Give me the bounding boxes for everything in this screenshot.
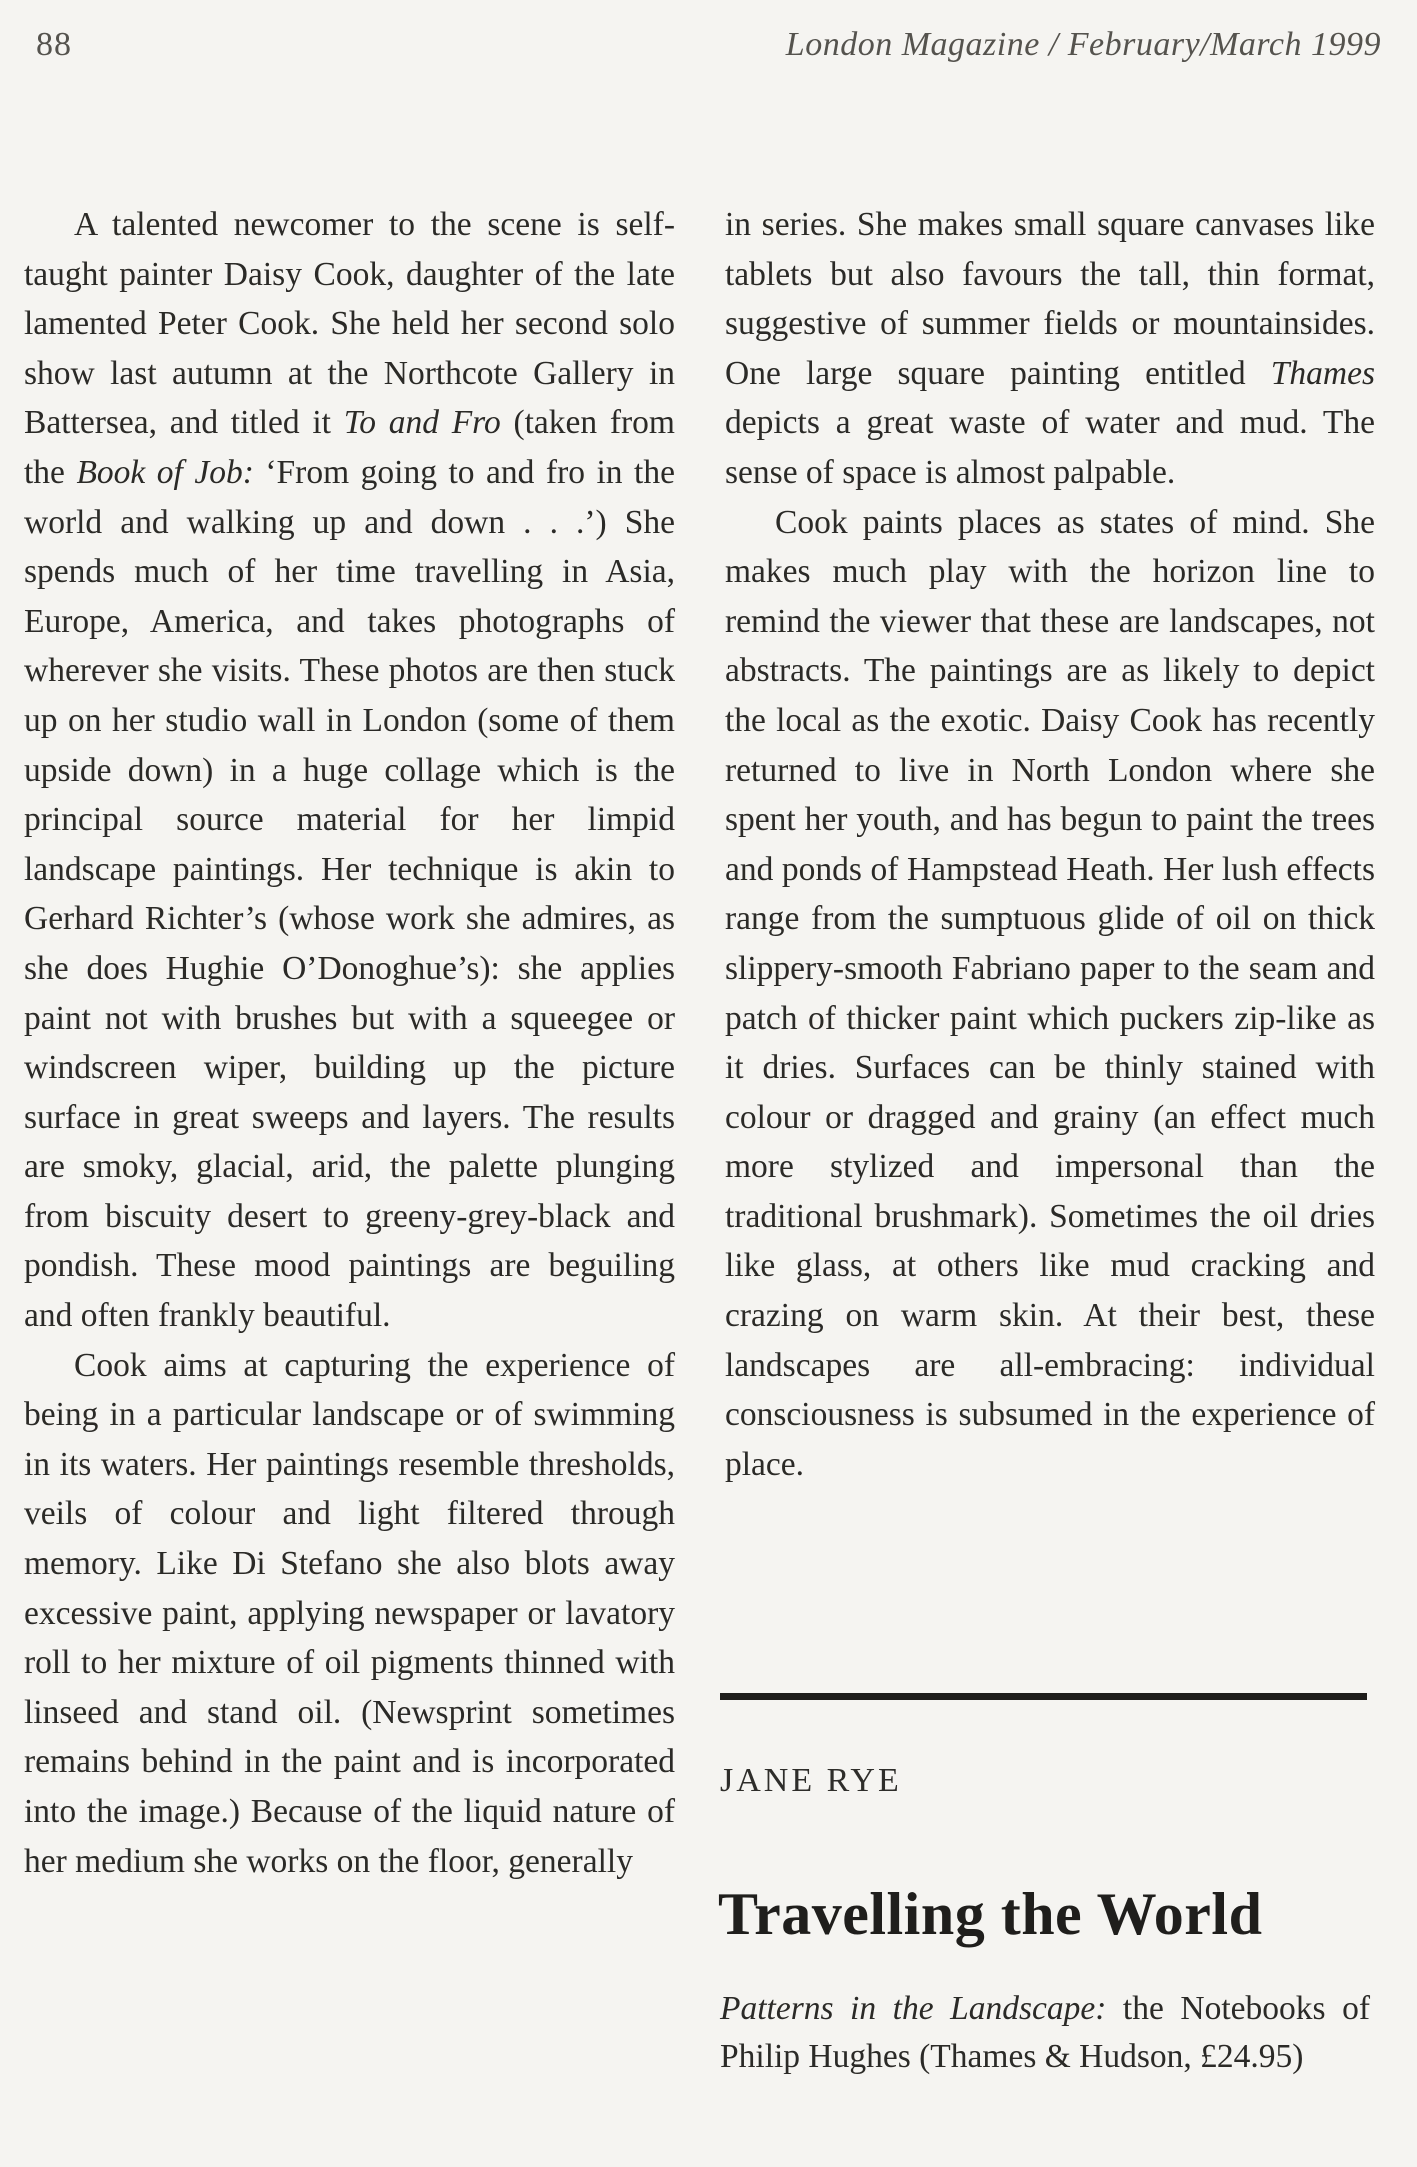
book-title: Patterns in the Landscape: (720, 1990, 1107, 2027)
section-divider (720, 1693, 1367, 1700)
italic-title: Thames (1270, 354, 1375, 392)
text-run: ‘From going to and fro in the world and walking up and down . . .’) She spends much of her time travelling in Asia, Europe, America, and takes photographs of wherever she visits. These photos are then stuck up on her studio wall in London (some of them upside down) in a huge collage which is the principal source material for her limpid landscape paintings. Her technique is akin to Gerhard Richter’s (whose work she admires, as she does Hughie O’Donoghue’s): she applies paint not with brushes but with a squeegee or windscreen wiper, building up the picture surface in great sweeps and layers. The results are smoky, glacial, arid, the palette plunging from biscuity desert to greeny-grey-black and pondish. These mood paintings are beguiling and often frankly beautiful. (24, 453, 675, 1335)
italic-title: Book of Job: (76, 453, 254, 491)
text-run: (taken from the (24, 404, 675, 491)
paragraph (725, 200, 1375, 498)
author-byline: JANE RYE (720, 1762, 902, 1799)
paragraph: Cook paints places as states of mind. She makes much play with the horizon line to remind the viewer that these are landscapes, not abstracts. The paintings are as likely to depict the local as the exotic. Daisy Cook has recently returned to live in North London where she spent her youth, and has begun to paint the trees and ponds of Hampstead Heath. Her lush effects range from the sumptuous glide of oil on thick slippery-smooth Fabriano paper to the seam and patch of thicker paint which puckers zip-like as it dries. Surfaces can be thinly stained with colour or dragged and grainy (an effect much more stylized and impersonal than the traditional brushmark). Sometimes the oil dries like glass, at others like mud cracking and crazing on warm skin. At their best, these landscapes are all-embracing: individual consciousness is subsumed in the experience of place. (725, 503, 1375, 1483)
text-run: depicts a great waste of water and mud. The sense of space is almost palpable. (725, 404, 1375, 491)
book-details (720, 1985, 1370, 2081)
publication-line: London Magazine / February/March 1999 (785, 26, 1381, 63)
text-run: in series. She makes small square canvases like tablets but also favours the tall, thin format, suggestive of summer fields or mountainsides. One large square painting entitled (725, 206, 1375, 392)
text-run: A talented newcomer to the scene is self-taught painter Daisy Cook, daughter of the late lamented Peter Cook. She held her second solo show last autumn at the Northcote Gallery in Battersea, and titled it (24, 206, 675, 442)
italic-title: To and Fro (343, 404, 501, 442)
right-column (725, 200, 1375, 1489)
review-heading: Travelling the World (718, 1881, 1263, 1947)
running-head (36, 26, 1381, 66)
paragraph (24, 200, 675, 1341)
page-number: 88 (36, 26, 72, 63)
book-publication-info: the Notebooks of Philip Hughes (Thames & Hudson, £24.95) (720, 1990, 1370, 2075)
left-column (24, 200, 675, 1886)
paragraph: Cook aims at capturing the experience of being in a particular landscape or of swimming in its waters. Her paintings resemble thresholds, veils of colour and light filtered through memory. Like Di Stefano she also blots away excessive paint, applying newspaper or lavatory roll to her mixture of oil pigments thinned with linseed and stand oil. (Newsprint sometimes remains behind in the paint and is incorporated into the image.) Because of the liquid nature of her medium she works on the floor, generally (24, 1346, 675, 1880)
